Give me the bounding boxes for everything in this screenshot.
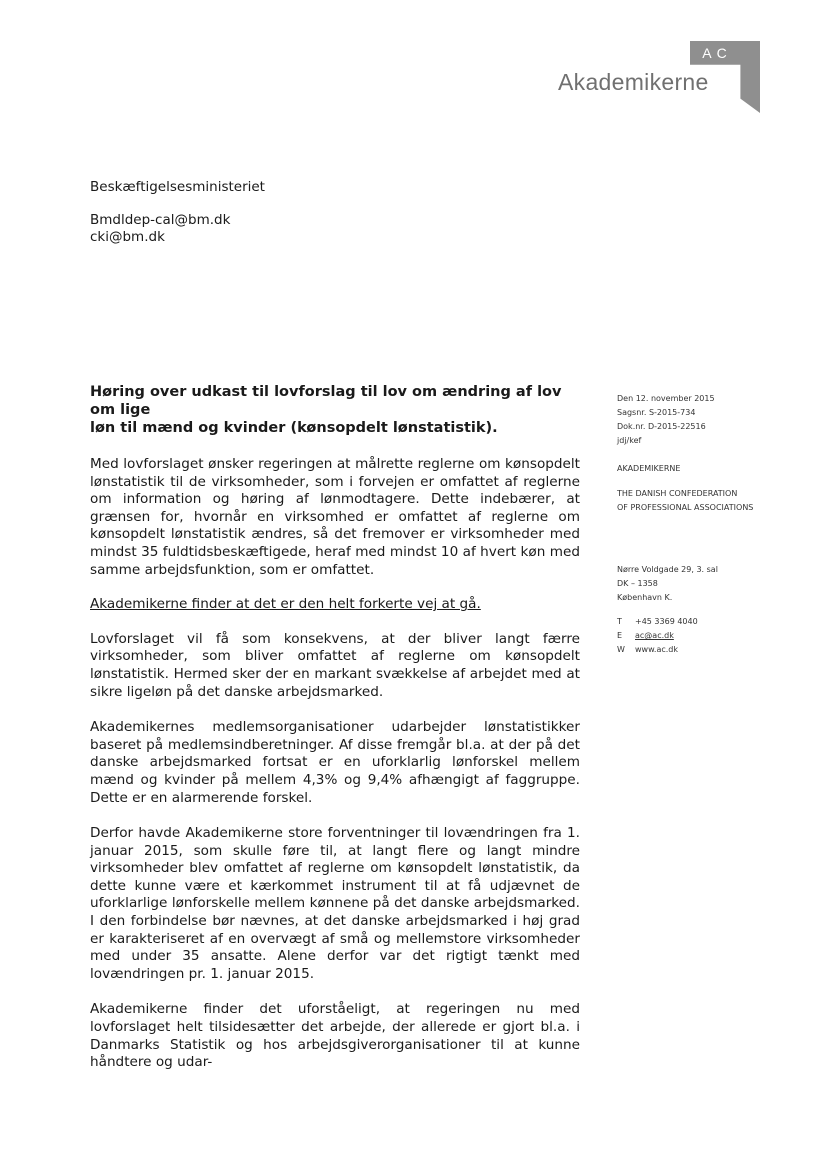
paragraph: Akademikernes medlemsorganisationer udarbejder lønstatistikker baseret på medlemsindberetninger. Af disse fremgår bl.a. at der på det danske arbejdsmarked fortsat er en uforklarlig lønforskel mellem mænd og kvinder på mellem 4,3% og 9,4% afhængigt af faggruppe. Dette er en alarmerende forskel. — [90, 719, 580, 806]
recipient-email: cki@bm.dk — [90, 229, 165, 245]
email-row — [617, 629, 753, 643]
recipient-name: Beskæftigelsesministeriet — [90, 179, 265, 195]
case-number: Sagsnr. S-2015-734 — [617, 408, 696, 417]
paragraph: Akademikerne finder det uforståeligt, at regeringen nu med lovforslaget helt tilsidesætter det arbejde, der allerede er gjort bl.a. i Danmarks Statistik og hos arbejdsgiverorganisationer til at kunne håndtere og udar- — [90, 1001, 580, 1071]
sidebar-meta — [617, 392, 753, 657]
email-label: E — [617, 631, 623, 640]
recipient-email: Bmdldep-cal@bm.dk — [90, 212, 231, 228]
letter-body — [90, 383, 580, 1072]
web-link[interactable]: www.ac.dk — [635, 645, 678, 654]
address-postcode: DK – 1358 — [617, 579, 658, 588]
letter-title — [90, 383, 580, 437]
initials: jdj/kef — [617, 436, 642, 445]
paragraph: Derfor havde Akademikerne store forventninger til lovændringen fra 1. januar 2015, som skulle føre til, at langt flere og langt mindre virksomheder blev omfattet af reglerne om kønsopdelt lønstatistik, da dette kunne være et kærkommet instrument til at få udjævnet de uforklarlige lønforskelle mellem kønnene på det danske arbejdsmarked. I den forbindelse bør nævnes, at det danske arbejdsmarked i høj grad er karakteriseret af en overvægt af små og mellemstore virksomheder med under 35 ansatte. Alene derfor var det rigtigt tænkt med lovændringen pr. 1. januar 2015. — [90, 825, 580, 982]
letter-title-line: løn til mænd og kvinder (kønsopdelt lønstatistik). — [90, 420, 498, 436]
phone-row — [617, 615, 753, 629]
paragraph-underlined: Akademikerne finder at det er den helt forkerte vej at gå. — [90, 596, 481, 613]
letter-title-line: Høring over udkast til lovforslag til lov om ændring af lov om lige — [90, 384, 562, 418]
web-row — [617, 643, 753, 657]
recipient-block — [90, 179, 265, 246]
address-street: Nørre Voldgade 29, 3. sal — [617, 565, 718, 574]
web-label: W — [617, 645, 625, 654]
email-link[interactable]: ac@ac.dk — [635, 631, 674, 640]
paragraph: Med lovforslaget ønsker regeringen at målrette reglerne om kønsopdelt lønstatistik til de virksomheder, som i forvejen er omfattet af reglerne om information og høring af lønmodtagere. Dette indebærer, at grænsen for, hvornår en virksomhed er omfattet af reglerne om kønsopdelt lønstatistik ændres, så det fremover er virksomheder med mindst 35 fuldtidsbeskæftigede, heraf med mindst 10 af hvert køn med samme arbejdsfunktion, som er omfattet. — [90, 456, 580, 578]
akademikerne-logo — [555, 41, 765, 116]
letter-date: Den 12. november 2015 — [617, 394, 715, 403]
logo-badge-text: AC — [702, 45, 732, 61]
address-city: København K. — [617, 593, 673, 602]
logo-wordmark: Akademikerne — [558, 69, 709, 95]
org-name-english: THE DANISH CONFEDERATION — [617, 489, 738, 498]
phone-value: +45 3369 4040 — [635, 617, 698, 626]
org-name-english: OF PROFESSIONAL ASSOCIATIONS — [617, 503, 754, 512]
org-name: AKADEMIKERNE — [617, 464, 681, 473]
phone-label: T — [617, 617, 622, 626]
paragraph: Lovforslaget vil få som konsekvens, at der bliver langt færre virksomheder, som bliver omfattet af reglerne om kønsopdelt lønstatistik. Hermed sker der en markant svækkelse af arbejdet med at sikre ligeløn på det danske arbejdsmarked. — [90, 630, 580, 700]
document-number: Dok.nr. D-2015-22516 — [617, 422, 706, 431]
